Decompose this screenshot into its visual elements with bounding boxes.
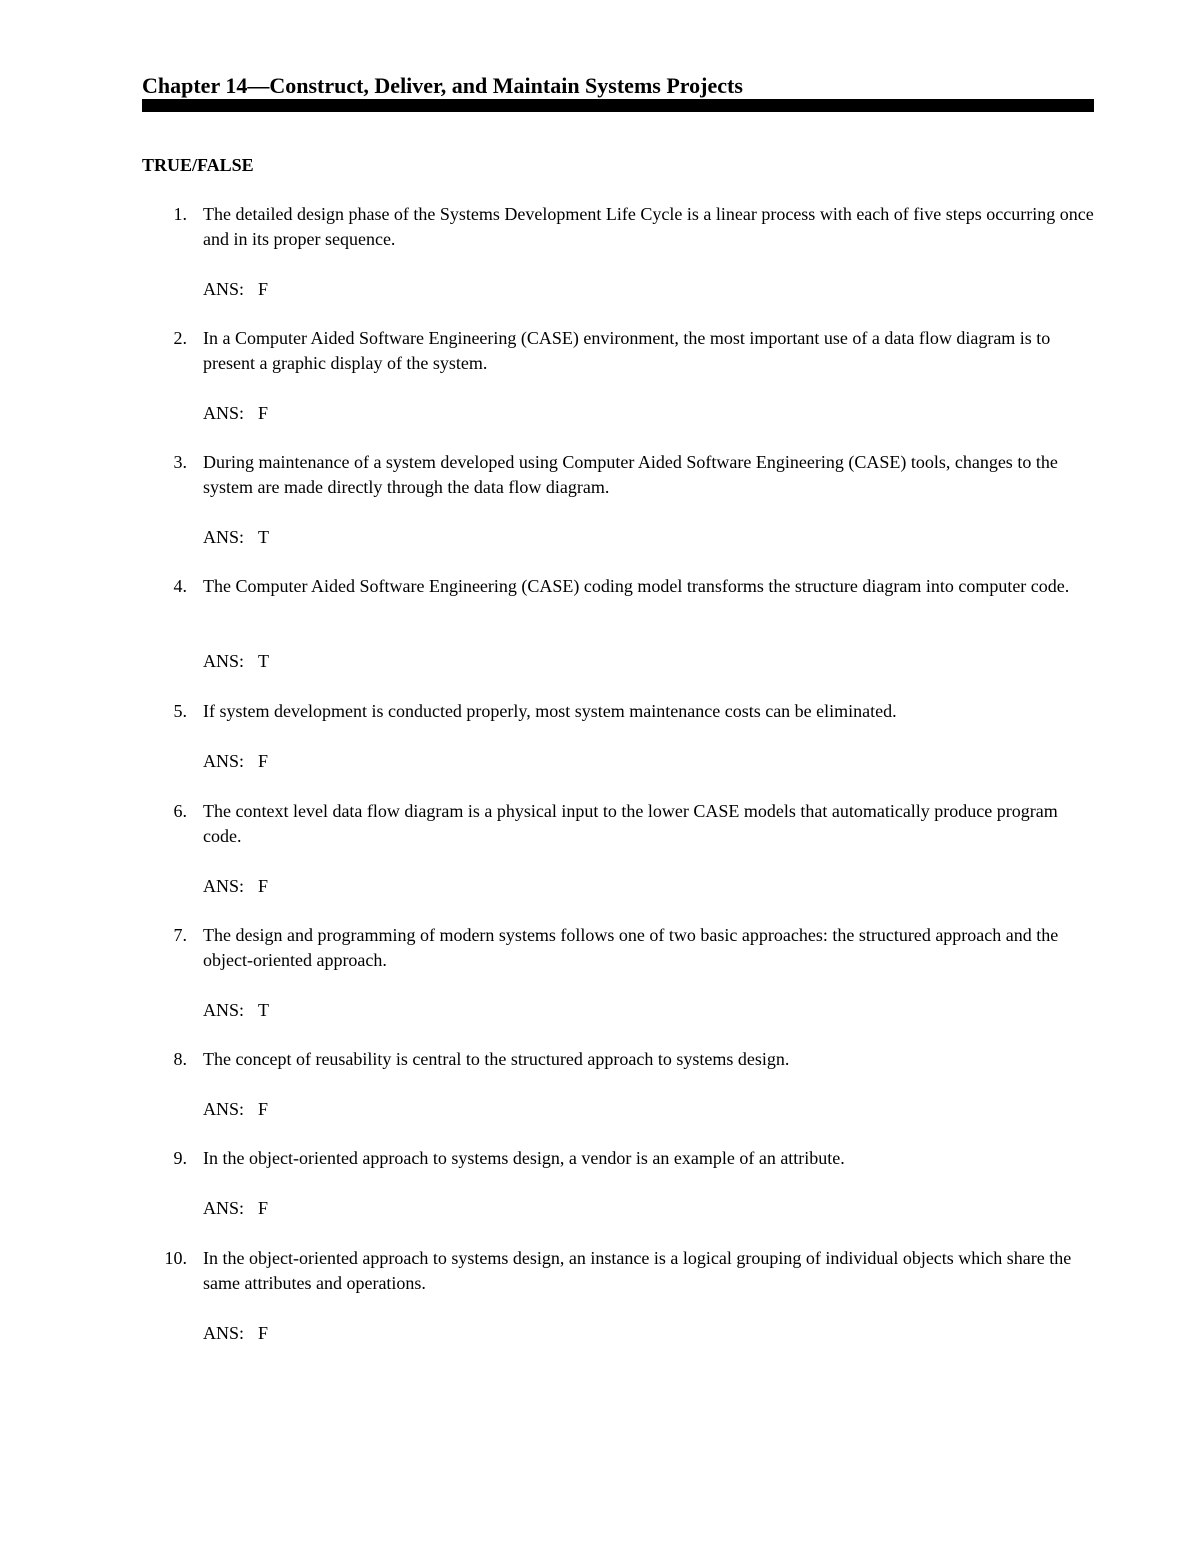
answer-line <box>203 874 268 899</box>
question-text: The detailed design phase of the Systems Development Life Cycle is a linear process with each of five steps occurring once and in its proper sequence. <box>203 204 1094 249</box>
answer-value: T <box>258 1000 270 1020</box>
answer-label: ANS: <box>203 1099 245 1119</box>
answer-line <box>203 1196 268 1221</box>
question-number: 8. <box>173 1049 187 1069</box>
answer-line <box>203 277 268 302</box>
answer-value: F <box>258 876 269 896</box>
question-number: 1. <box>173 204 187 224</box>
answer-value: F <box>258 1323 269 1343</box>
answer-label: ANS: <box>203 1323 245 1343</box>
question-number: 5. <box>173 701 187 721</box>
answer-line <box>203 1097 268 1122</box>
answer-label: ANS: <box>203 876 245 896</box>
answer-value: F <box>258 403 269 423</box>
answer-line <box>203 1321 268 1346</box>
question-number: 9. <box>173 1148 187 1168</box>
chapter-title: Chapter 14—Construct, Deliver, and Maintain Systems Projects <box>142 73 743 98</box>
answer-label: ANS: <box>203 1000 245 1020</box>
answer-line <box>203 401 268 426</box>
answer-label: ANS: <box>203 1198 245 1218</box>
answer-value: F <box>258 279 269 299</box>
answer-line <box>203 525 269 550</box>
question-number: 6. <box>173 801 187 821</box>
question-number: 2. <box>173 328 187 348</box>
question-text: The Computer Aided Software Engineering (CASE) coding model transforms the structure diagram into computer code. <box>203 576 1070 596</box>
question-number: 3. <box>173 452 187 472</box>
question-text: In the object-oriented approach to systems design, a vendor is an example of an attribute. <box>203 1148 845 1168</box>
title-rule <box>142 99 1094 112</box>
question-number: 7. <box>173 925 187 945</box>
question-text: The design and programming of modern systems follows one of two basic approaches: the structured approach and the object-oriented approach. <box>203 925 1059 970</box>
answer-value: F <box>258 1099 269 1119</box>
answer-label: ANS: <box>203 751 245 771</box>
answer-value: F <box>258 751 269 771</box>
question-text: If system development is conducted properly, most system maintenance costs can be eliminated. <box>203 701 897 721</box>
question-text: The concept of reusability is central to the structured approach to systems design. <box>203 1049 790 1069</box>
question-number: 10. <box>164 1248 187 1268</box>
answer-label: ANS: <box>203 527 245 547</box>
question-text: In a Computer Aided Software Engineering (CASE) environment, the most important use of a data flow diagram is to present a graphic display of the system. <box>203 328 1051 373</box>
answer-value: T <box>258 651 270 671</box>
question-text: During maintenance of a system developed using Computer Aided Software Engineering (CASE) tools, changes to the system are made directly through the data flow diagram. <box>203 452 1058 497</box>
question-number: 4. <box>173 576 187 596</box>
answer-label: ANS: <box>203 403 245 423</box>
question-text: The context level data flow diagram is a physical input to the lower CASE models that automatically produce program code. <box>203 801 1058 846</box>
answer-line <box>203 998 269 1023</box>
section-heading: TRUE/FALSE <box>142 155 254 175</box>
answer-value: F <box>258 1198 269 1218</box>
question-text: In the object-oriented approach to systems design, an instance is a logical grouping of individual objects which share the same attributes and operations. <box>203 1248 1072 1293</box>
answer-label: ANS: <box>203 279 245 299</box>
answer-label: ANS: <box>203 651 245 671</box>
answer-line <box>203 749 268 774</box>
answer-line <box>203 649 269 674</box>
answer-value: T <box>258 527 270 547</box>
